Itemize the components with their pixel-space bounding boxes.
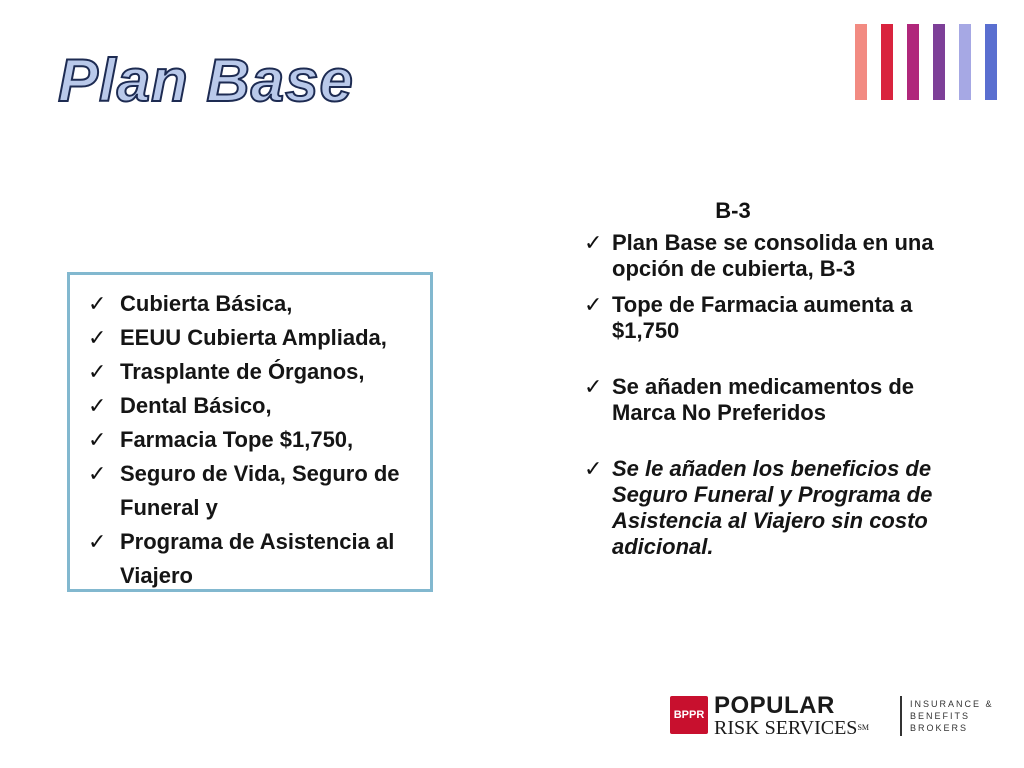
logo-name: POPULAR RISK SERVICESSM xyxy=(714,692,869,739)
list-item: ✓ Dental Básico, xyxy=(82,389,420,423)
stripe-1 xyxy=(855,24,867,100)
check-icon: ✓ xyxy=(584,292,603,317)
list-item: ✓ Cubierta Básica, xyxy=(82,287,420,321)
check-icon: ✓ xyxy=(88,461,107,486)
list-item: ✓ Trasplante de Órganos, xyxy=(82,355,420,389)
b3-heading: B-3 xyxy=(715,198,751,223)
list-item: ✓ Tope de Farmacia aumenta a $1,750 xyxy=(584,292,913,343)
logo-divider xyxy=(900,696,902,736)
logo-mark-icon: BPPR xyxy=(670,696,708,734)
b3-list xyxy=(578,230,938,560)
check-icon: ✓ xyxy=(584,456,603,481)
check-icon: ✓ xyxy=(584,374,603,399)
check-icon: ✓ xyxy=(584,230,603,255)
list-item: ✓ EEUU Cubierta Ampliada, xyxy=(82,321,420,355)
list-item: ✓ Programa de Asistencia al Viajero xyxy=(82,525,420,593)
slide-title: Plan Base xyxy=(58,47,354,114)
check-icon: ✓ xyxy=(88,325,107,350)
list-item: ✓ Se le añaden los beneficios de Seguro Funeral y Programa de Asistencia al Viajero sin costo adicional. xyxy=(584,456,933,559)
stripe-3 xyxy=(907,24,919,100)
check-icon: ✓ xyxy=(88,359,107,384)
list-item: ✓ Seguro de Vida, Seguro de Funeral y xyxy=(82,457,420,525)
coverage-list xyxy=(82,287,420,593)
b3-column xyxy=(578,198,938,570)
list-item: ✓ Farmacia Tope $1,750, xyxy=(82,423,420,457)
list-item: ✓ Plan Base se consolida en una opción de cubierta, B-3 xyxy=(584,230,934,281)
check-icon: ✓ xyxy=(88,427,107,452)
stripe-4 xyxy=(933,24,945,100)
stripe-2 xyxy=(881,24,893,100)
check-icon: ✓ xyxy=(88,291,107,316)
company-logo xyxy=(670,694,1000,738)
stripe-5 xyxy=(959,24,971,100)
stripe-6 xyxy=(985,24,997,100)
check-icon: ✓ xyxy=(88,529,107,554)
logo-tagline: INSURANCE & BENEFITS BROKERS xyxy=(910,699,994,733)
check-icon: ✓ xyxy=(88,393,107,418)
coverage-list-box xyxy=(67,272,433,592)
list-item: ✓ Se añaden medicamentos de Marca No Preferidos xyxy=(584,374,914,425)
